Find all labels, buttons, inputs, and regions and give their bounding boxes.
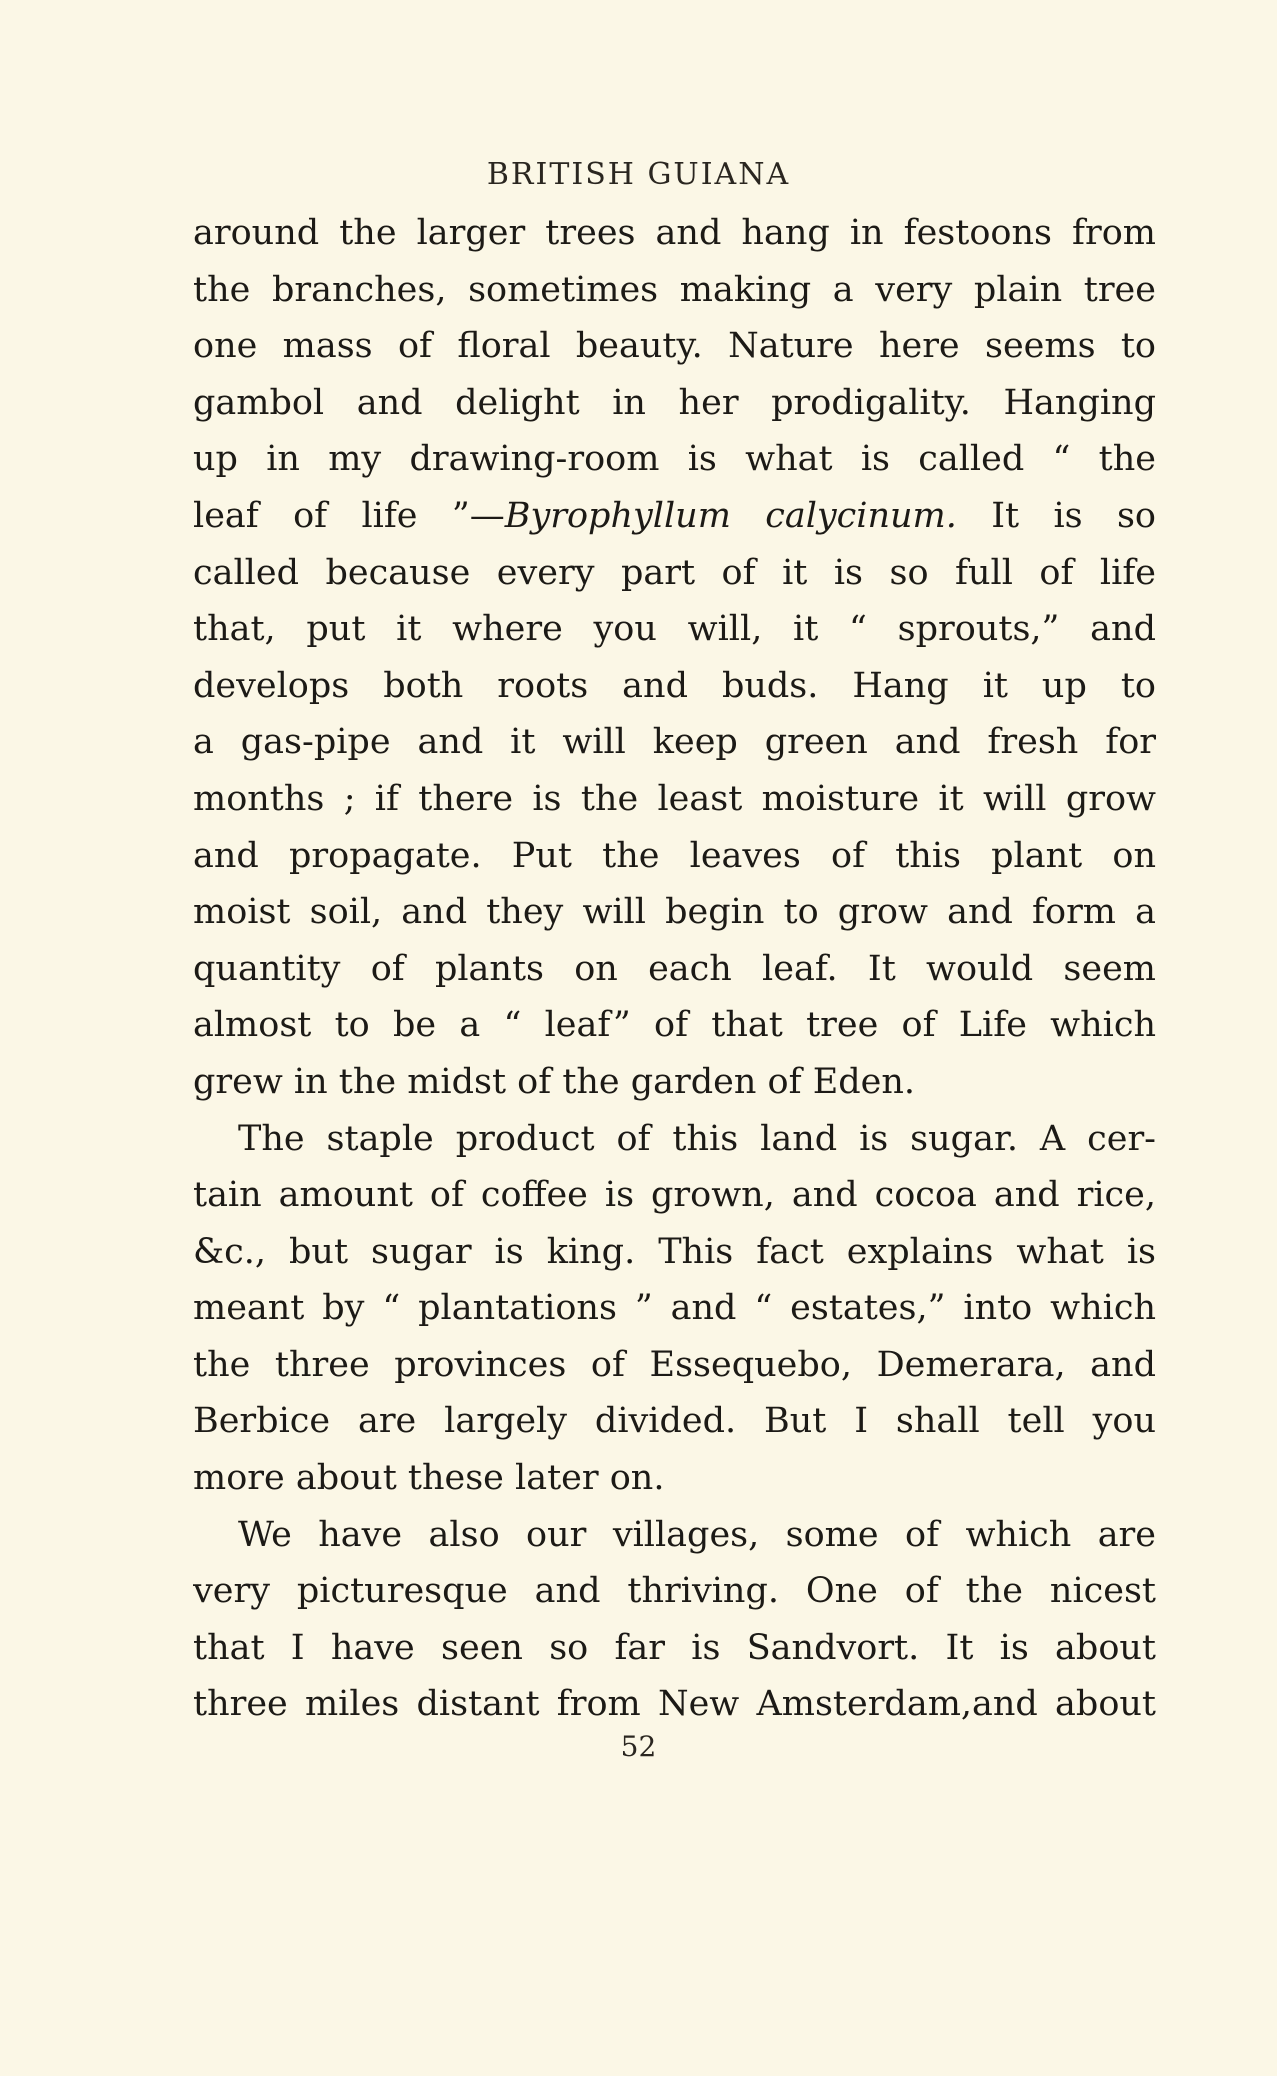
text-line: very picturesque and thriving. One of the nicest <box>193 1571 1156 1612</box>
text-line-with-italic <box>193 488 1156 545</box>
page-number: 52 <box>620 1730 657 1763</box>
text-line: almost to be a “ leaf” of that tree of Life which <box>193 1005 1156 1046</box>
text-line: one mass of floral beauty. Nature here seems to <box>193 326 1156 367</box>
text-line: and propagate. Put the leaves of this plant on <box>193 835 1156 876</box>
text-line: three miles distant from New Amsterdam,and about <box>193 1684 1156 1725</box>
text-line: up in my drawing-room is what is called “ the <box>193 439 1156 480</box>
text-line: tain amount of coffee is grown, and cocoa and rice, <box>193 1175 1156 1216</box>
text-line: a gas-pipe and it will keep green and fresh for <box>193 722 1156 763</box>
body-text <box>193 205 1156 1733</box>
text-line: that, put it where you will, it “ sprouts,” and <box>193 609 1156 650</box>
text-line: gambol and delight in her prodigality. Hanging <box>193 382 1156 423</box>
text-span: leaf of life ”— <box>193 495 505 536</box>
text-line: more about these later on. <box>193 1458 665 1499</box>
text-line: meant by “ plantations ” and “ estates,” into which <box>193 1288 1156 1329</box>
text-line: develops both roots and buds. Hang it up to <box>193 665 1156 706</box>
text-line: the branches, sometimes making a very plain tree <box>193 269 1156 310</box>
text-span: It is so <box>956 495 1156 536</box>
paragraph-first-line: We have also our villages, some of which are <box>238 1514 1156 1555</box>
paragraph-first-line: The staple product of this land is sugar. A cer- <box>238 1118 1156 1159</box>
text-line: quantity of plants on each leaf. It would seem <box>193 948 1156 989</box>
running-head: BRITISH GUIANA <box>486 157 791 192</box>
text-line: months ; if there is the least moisture it will grow <box>193 778 1156 819</box>
text-line: &c., but sugar is king. This fact explains what is <box>193 1231 1156 1272</box>
text-line: around the larger trees and hang in festoons from <box>193 213 1156 253</box>
text-line: moist soil, and they will begin to grow and form a <box>193 892 1156 933</box>
text-line: the three provinces of Essequebo, Demerara, and <box>193 1344 1156 1385</box>
italic-botanical-name: Byrophyllum calycinum. <box>504 495 957 536</box>
text-line: grew in the midst of the garden of Eden. <box>193 1061 916 1102</box>
text-line: that I have seen so far is Sandvort. It is about <box>193 1627 1156 1668</box>
text-line: Berbice are largely divided. But I shall tell you <box>193 1401 1156 1442</box>
text-line: called because every part of it is so full of life <box>193 552 1156 593</box>
